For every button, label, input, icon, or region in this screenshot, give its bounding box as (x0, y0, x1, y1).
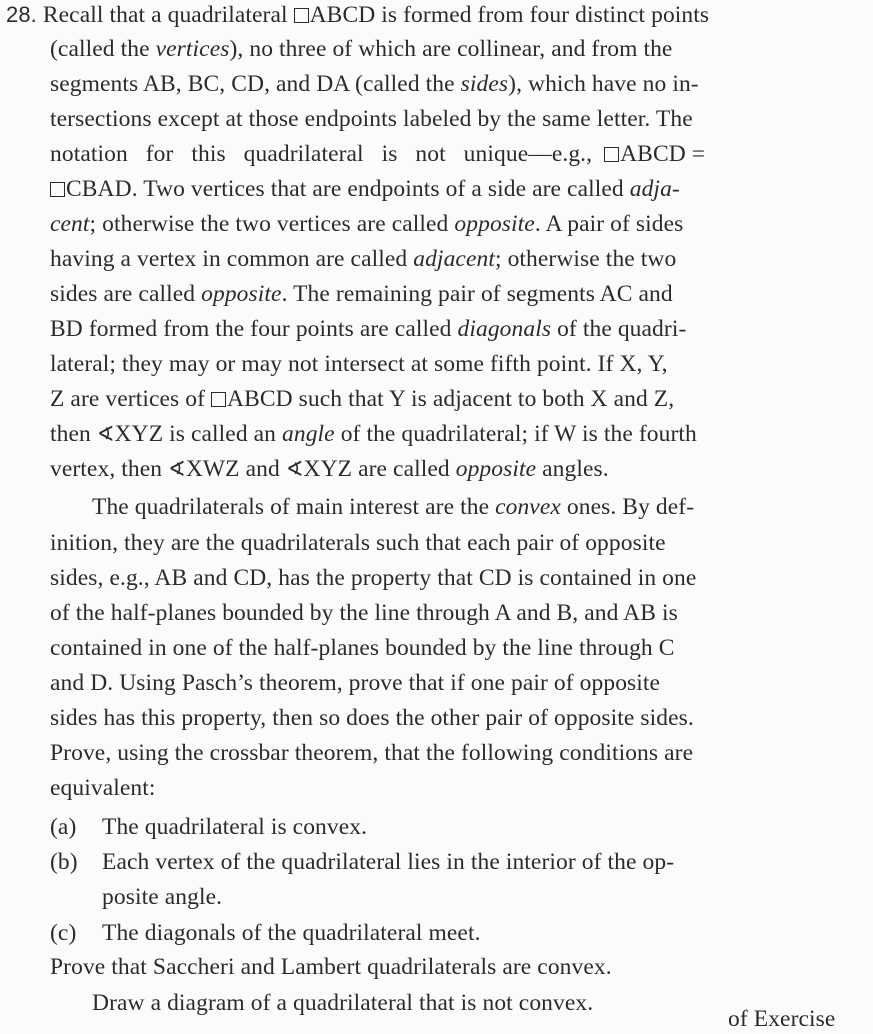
condition-text: The diagonals of the quadrilateral meet. (102, 920, 481, 946)
text-segment: XYZ are called (303, 456, 456, 482)
exercise-28-line-13 (50, 419, 697, 449)
text-segment: of the quadrilateral; if W is the fourth (334, 421, 697, 447)
paragraph-2-line-5: contained in one of the half-planes bounded by the line through C (50, 635, 675, 661)
exercise-28-line-9 (50, 279, 673, 309)
text-segment: angles. (536, 456, 609, 482)
text-segment: then (50, 421, 97, 447)
exercise-28-line-7 (50, 209, 683, 239)
term-convex: convex (495, 494, 561, 520)
angle-symbol-icon: ∢ (285, 457, 304, 481)
draw-diagram-line: Draw a diagram of a quadrilateral that is not convex. (92, 990, 594, 1016)
text-segment: BD formed from the four points are called (50, 316, 458, 342)
quadrilateral-symbol-icon (211, 392, 226, 407)
text-segment: notation for this quadrilateral is not unique—e.g., (50, 141, 605, 167)
exercise-28-line-5 (50, 139, 705, 169)
paragraph-2-line-9: equivalent: (50, 775, 156, 801)
term-adjacent: adja- (629, 176, 680, 202)
text-segment: The quadrilaterals of main interest are the (92, 494, 496, 520)
exercise-28-line-1 (6, 0, 709, 30)
text-segment: of the quadri- (551, 316, 687, 342)
exercise-28-line-6 (50, 174, 680, 204)
condition-b-continued: posite angle. (102, 884, 223, 910)
text-segment: ABCD is formed from four distinct points (309, 2, 710, 28)
exercise-28-line-10 (50, 314, 686, 344)
term-angle: angle (282, 421, 335, 447)
text-segment: ), which have no in- (508, 71, 699, 97)
text-segment: XWZ and (185, 456, 286, 482)
paragraph-2-line-8: Prove, using the crossbar theorem, that the following conditions are (50, 740, 694, 766)
text-segment: (called the (50, 36, 156, 62)
paragraph-2-line-2: inition, they are the quadrilaterals such that each pair of opposite (50, 530, 666, 556)
term-vertices: vertices (155, 36, 230, 62)
text-segment: XYZ is called an (114, 421, 282, 447)
condition-a (50, 812, 367, 842)
exercise-28-line-3 (50, 69, 699, 99)
exercise-28-line-8 (50, 244, 676, 274)
term-opposite: opposite (454, 211, 535, 237)
text-segment: . A pair of sides (534, 211, 684, 237)
exercise-number: 28. (6, 2, 37, 27)
condition-label: (c) (50, 920, 77, 946)
text-segment: having a vertex in common are called (50, 246, 414, 272)
cutoff-text: of Exercise (728, 1006, 836, 1032)
quadrilateral-symbol-icon (604, 147, 619, 162)
text-segment: ABCD such that Y is adjacent to both X and Z, (227, 386, 675, 412)
term-opposite: opposite (455, 456, 537, 482)
quadrilateral-symbol-icon (50, 182, 65, 197)
term-diagonals: diagonals (457, 316, 552, 342)
text-segment: ; otherwise the two (494, 246, 677, 272)
term-opposite: opposite (201, 281, 282, 307)
term-adjacent: adjacent (413, 246, 495, 272)
condition-label: (b) (50, 849, 78, 875)
exercise-28-line-12 (50, 384, 674, 414)
text-segment: ), no three of which are collinear, and from the (229, 36, 673, 62)
exercise-28-line-11: lateral; they may or may not intersect at some fifth point. If X, Y, (50, 351, 668, 377)
text-segment: . The remaining pair of segments AC and (281, 281, 673, 307)
text-segment: segments AB, BC, CD, and DA (called the (50, 71, 461, 97)
condition-c (50, 918, 481, 948)
term-adjacent-cont: cent (50, 211, 90, 237)
paragraph-2-line-6: and D. Using Pasch’s theorem, prove that if one pair of opposite (50, 670, 661, 696)
text-segment: vertex, then (50, 456, 169, 482)
paragraph-2-line-1 (92, 492, 694, 522)
exercise-28-line-14 (50, 454, 609, 484)
text-segment: Recall that a quadrilateral (42, 2, 294, 28)
condition-text: The quadrilateral is convex. (102, 814, 368, 840)
angle-symbol-icon: ∢ (96, 422, 115, 446)
saccheri-lambert-line: Prove that Saccheri and Lambert quadrilaterals are convex. (50, 954, 612, 980)
condition-text: Each vertex of the quadrilateral lies in the interior of the op- (102, 849, 675, 875)
condition-b (50, 847, 674, 877)
text-segment: CBAD. Two vertices that are endpoints of a side are called (66, 176, 630, 202)
text-segment: Z are vertices of (50, 386, 211, 412)
exercise-28-line-2 (50, 34, 672, 64)
text-segment: ABCD = (620, 141, 706, 167)
text-segment: ; otherwise the two vertices are called (89, 211, 455, 237)
paragraph-2-line-7: sides has this property, then so does the other pair of opposite sides. (50, 705, 694, 731)
paragraph-2-line-3: sides, e.g., AB and CD, has the property that CD is contained in one (50, 565, 697, 591)
exercise-28-line-4: tersections except at those endpoints labeled by the same letter. The (50, 106, 693, 132)
condition-label: (a) (50, 814, 77, 840)
angle-symbol-icon: ∢ (168, 457, 186, 481)
term-sides: sides (460, 71, 509, 97)
paragraph-2-line-4: of the half-planes bounded by the line through A and B, and AB is (50, 600, 678, 626)
text-segment: sides are called (50, 281, 202, 307)
quadrilateral-symbol-icon (294, 8, 309, 23)
text-segment: ones. By def- (560, 494, 695, 520)
